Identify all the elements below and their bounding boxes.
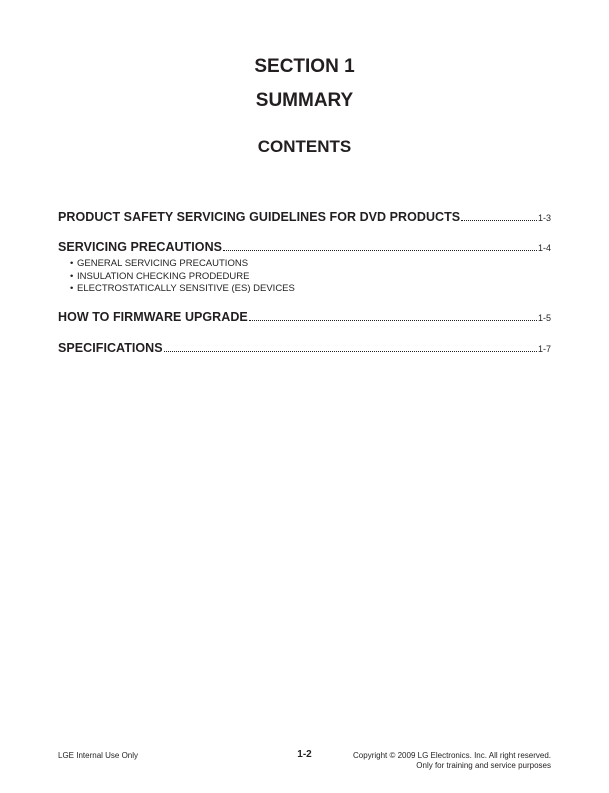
footer-copyright-line: Copyright © 2009 LG Electronics. Inc. All right reserved. (353, 751, 551, 760)
toc-entry-firmware-upgrade[interactable] (58, 310, 551, 326)
toc-page-number: 1-5 (537, 313, 551, 323)
summary-title: SUMMARY (255, 90, 354, 111)
toc-line (58, 341, 551, 357)
toc-entry-product-safety[interactable] (58, 210, 551, 226)
toc-sub-item-general[interactable] (70, 258, 551, 271)
toc-entry-servicing-precautions[interactable] (58, 240, 551, 296)
footer-page-number: 1-2 (297, 749, 312, 760)
toc-sub-item-label: INSULATION CHECKING PRODEDURE (77, 270, 250, 282)
toc-leader-dots (164, 350, 537, 352)
bullet: • (70, 270, 74, 282)
footer-internal-use: LGE Internal Use Only (58, 751, 139, 760)
bullet: • (70, 258, 74, 269)
toc-sub-item-label: GENERAL SERVICING PRECAUTIONS (77, 258, 249, 269)
toc-entry-title: PRODUCT SAFETY SERVICING GUIDELINES FOR DVD PRODUCTS (58, 210, 461, 224)
toc-leader-dots (223, 249, 537, 251)
toc-line (58, 310, 551, 326)
toc-page-number: 1-7 (537, 344, 551, 354)
toc-entry-title: SERVICING PRECAUTIONS (58, 240, 223, 254)
footer-copyright (353, 751, 551, 771)
toc-entry-title: HOW TO FIRMWARE UPGRADE (58, 310, 248, 324)
footer-purpose-line: Only for training and service purposes (416, 761, 551, 770)
toc-sub-item-insulation[interactable] (70, 271, 551, 284)
toc-entry-specifications[interactable] (58, 341, 551, 357)
toc-line (58, 240, 551, 256)
toc-page-number: 1-4 (537, 243, 551, 253)
section-title: SECTION 1 (254, 56, 355, 77)
toc-sub-items (70, 258, 551, 296)
toc-line (58, 210, 551, 226)
contents-title: CONTENTS (257, 137, 352, 156)
toc-sub-item-label: ELECTROSTATICALLY SENSITIVE (ES) DEVICES (77, 283, 295, 294)
toc-sub-item-electrostatic[interactable] (70, 283, 551, 296)
toc-leader-dots (249, 319, 537, 321)
toc-entry-title: SPECIFICATIONS (58, 341, 163, 355)
toc-page-number: 1-3 (537, 213, 551, 223)
toc-leader-dots (461, 219, 537, 221)
bullet: • (70, 283, 74, 294)
